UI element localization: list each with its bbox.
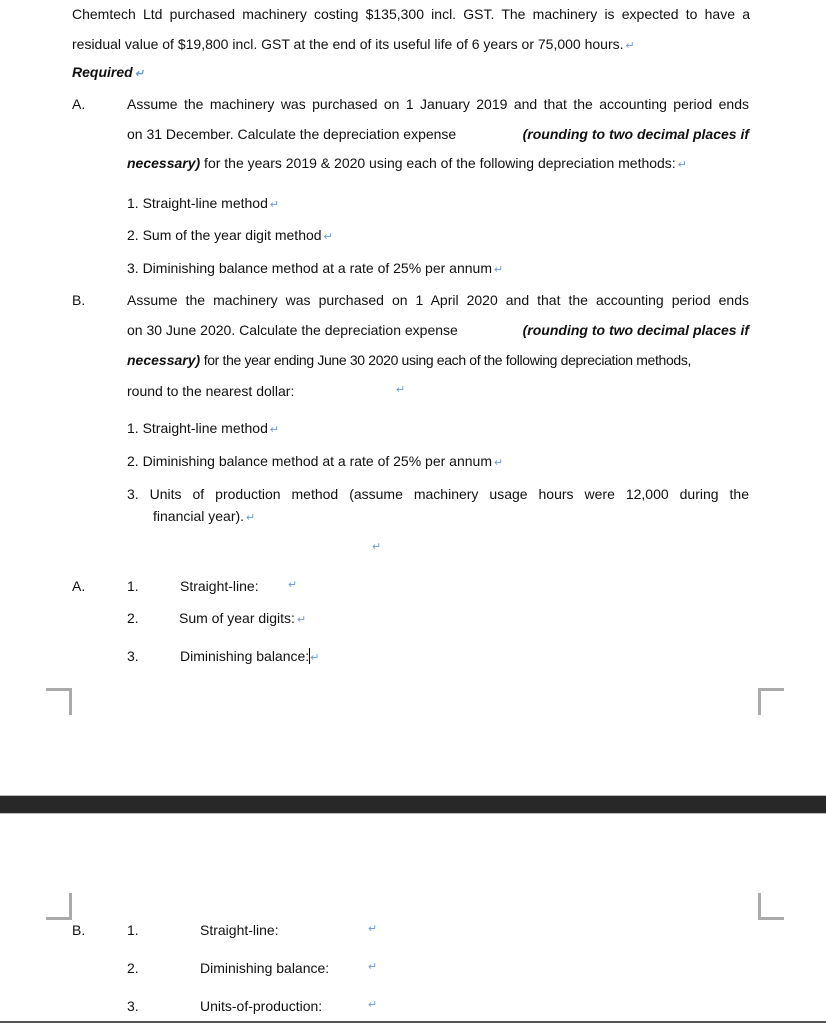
page-corner-mark xyxy=(758,893,784,920)
answer-b-label-1: Straight-line: xyxy=(200,922,279,938)
part-b-line-3-text: for the year ending June 30 2020 using each of the following depreciation methods, xyxy=(200,352,692,368)
part-a-necessary: necessary) xyxy=(127,155,201,171)
answer-a-label-3: Diminishing balance: xyxy=(180,648,310,664)
part-a-method-3: 3. Diminishing balance method at a rate of 25% per annum ↵ xyxy=(127,259,503,279)
paragraph-mark: ↵ xyxy=(288,579,298,591)
answer-b-num-1: 1. xyxy=(127,922,139,938)
part-b-method-2: 2. Diminishing balance method at a rate of 25% per annum ↵ xyxy=(127,452,503,472)
answer-b-letter: B. xyxy=(72,922,86,938)
answer-a-letter: A. xyxy=(72,578,86,594)
table-bottom-border xyxy=(0,1021,826,1023)
answer-a-num-2: 2. xyxy=(127,610,139,626)
paragraph-mark: ↵ xyxy=(396,384,406,396)
part-a-method-1: 1. Straight-line method ↵ xyxy=(127,194,279,214)
part-b-line-2 xyxy=(127,321,749,339)
part-b-necessary: necessary) xyxy=(127,352,201,368)
answer-b-num-3: 3. xyxy=(127,998,139,1014)
intro-line-2: residual value of $19,800 incl. GST at the end of its useful life of 6 years or 75,000 hours. ↵ xyxy=(72,35,635,55)
paragraph-mark: ↵ xyxy=(310,652,320,664)
part-b-rounding-note: (rounding to two decimal places if xyxy=(522,322,749,338)
part-b-letter: B. xyxy=(72,292,86,308)
answer-b-label-3: Units-of-production: xyxy=(200,998,323,1014)
answer-a-label-2: Sum of year digits: ↵ xyxy=(179,609,306,629)
part-a-rounding-note: (rounding to two decimal places if xyxy=(522,126,749,142)
part-a-line-3 xyxy=(127,154,687,174)
part-b-method-3-line-1: 3. Units of production method (assume machinery usage hours were 12,000 during the xyxy=(127,486,749,502)
part-b-line-1: Assume the machinery was purchased on 1 April 2020 and that the accounting period ends xyxy=(127,292,749,308)
page-break-gap xyxy=(0,795,826,814)
page-corner-mark xyxy=(46,893,72,920)
paragraph-mark: ↵ xyxy=(372,541,382,553)
part-b-method-3-line-2: financial year). ↵ xyxy=(153,507,255,527)
paragraph-mark: ↵ xyxy=(368,923,378,935)
answer-a-row-3[interactable] xyxy=(180,647,319,667)
part-a-line-1: Assume the machinery was purchased on 1 January 2019 and that the accounting period ends xyxy=(127,96,749,112)
part-a-letter: A. xyxy=(72,96,86,112)
part-b-line-2-text: on 30 June 2020. Calculate the depreciation expense xyxy=(127,322,458,338)
part-b-line-3 xyxy=(127,351,749,369)
answer-a-label-1: Straight-line: xyxy=(180,578,259,594)
paragraph-mark: ↵ xyxy=(368,961,378,973)
part-a-line-3-text: for the years 2019 & 2020 using each of the following depreciation methods: xyxy=(200,155,676,171)
part-b-method-1: 1. Straight-line method ↵ xyxy=(127,419,279,439)
answer-b-num-2: 2. xyxy=(127,960,139,976)
intro-line-1: Chemtech Ltd purchased machinery costing $135,300 incl. GST. The machinery is expected to have a xyxy=(72,6,750,22)
part-a-line-2 xyxy=(127,125,749,143)
required-heading: Required ↵ xyxy=(72,63,144,83)
part-b-line-4: round to the nearest dollar: xyxy=(127,383,295,399)
page-corner-mark xyxy=(46,688,72,715)
page-corner-mark xyxy=(758,688,784,715)
paragraph-mark: ↵ xyxy=(368,999,378,1011)
part-a-line-2-text: on 31 December. Calculate the depreciation expense xyxy=(127,126,457,142)
part-a-method-2: 2. Sum of the year digit method ↵ xyxy=(127,226,333,246)
answer-b-label-2: Diminishing balance: xyxy=(200,960,330,976)
answer-a-num-1: 1. xyxy=(127,578,139,594)
answer-a-num-3: 3. xyxy=(127,648,139,664)
